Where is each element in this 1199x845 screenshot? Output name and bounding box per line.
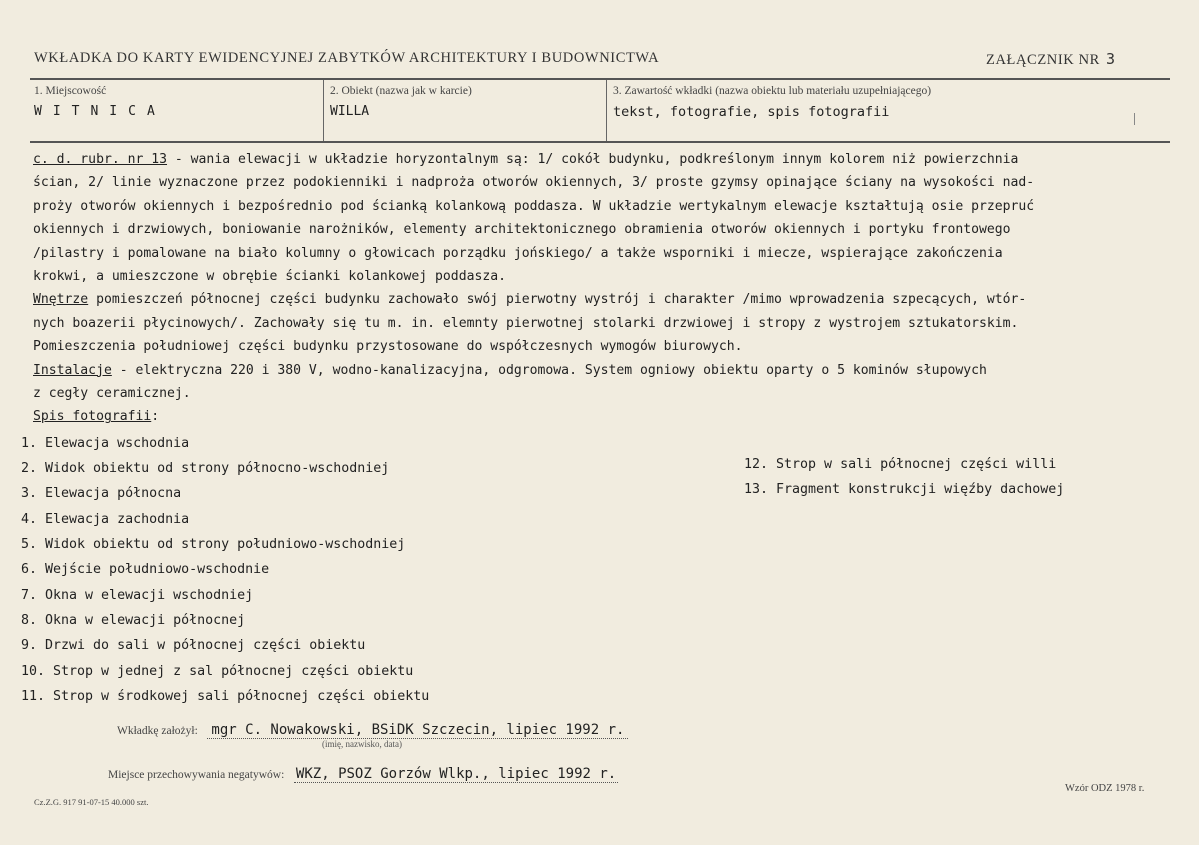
text-span: pomieszczeń północnej części budynku zachowało swój pierwotny wystrój i charakter /mimo wprowadzenia szpecących, wtór- [88,292,1027,308]
list-item: 2. Widok obiektu od strony północno-wschodniej [21,461,390,477]
text-line: proży otworów okiennych i bezpośrednio pod ścianką kolankową poddasza. W układzie wertykalnym elewacje kształtują osie przepruć [33,198,1035,214]
text-line: ścian, 2/ linie wyznaczone przez podokienniki i nadproża otworów okiennych, 3/ proste gzymsy opinające ściany na wysokości nad- [33,175,1035,191]
list-item: 10. Strop w jednej z sal północnej części obiektu [21,663,414,679]
object-value: WILLA [330,104,370,119]
text-line: /pilastry i pomalowane na biało kolumny o głowicach porządku jońskiego/ a także wsporniki i miecze, wspierające zakończenia [33,245,1003,261]
photo-list-right [744,452,1064,502]
content-label: 3. Zawartość wkładki (nazwa obiektu lub materiału uzupełniającego) [613,85,932,97]
text-line [33,148,1173,171]
section-continuation-heading: c. d. rubr. nr 13 [33,152,168,167]
founded-by-row [117,719,628,738]
photo-list-heading: Spis fotografii [33,409,152,425]
content-value: tekst, fotografie, spis fotografii [613,104,890,120]
list-item: 5. Widok obiektu od strony południowo-wschodniej [21,537,406,553]
text-line: okiennych i drzwiowych, boniowanie narożników, elementy architektonicznego obramienia otworów okiennych i portyku frontowego [33,222,1011,238]
text-line: krokwi, a umieszczone w obrębie ścianki kolankowej poddasza. [33,269,506,285]
form-model: Wzór ODZ 1978 r. [1065,783,1145,794]
text-line [33,359,1173,382]
text-line [33,405,1173,428]
list-item: 3. Elewacja północna [21,486,182,502]
text-line: nych boazerii płycinowych/. Zachowały się tu m. in. elemnty pierwotnej stolarki drzwiowej i stropy z wystrojem sztukatorskim. [33,315,1019,331]
interior-heading: Wnętrze [33,292,89,308]
founded-label: Wkładkę założył: [117,725,198,737]
fields-bottom-rule [30,141,1170,143]
negatives-value: WKZ, PSOZ Gorzów Wlkp., lipiec 1992 r. [295,766,617,782]
text-span: - wania elewacji w układzie horyzontalnym są: 1/ cokół budynku, podkreślonym innym kolorem niż powierzchnia [167,152,1019,167]
pencil-mark [1134,113,1135,125]
print-info: Cz.Z.G. 917 91-07-15 40.000 szt. [34,797,149,807]
list-item: 8. Okna w elewacji północnej [21,612,246,628]
list-item: 1. Elewacja wschodnia [21,435,190,451]
list-item: 4. Elewacja zachodnia [21,511,190,527]
attachment-number: 3 [1105,50,1116,68]
list-item: 6. Wejście południowo-wschodnie [21,562,270,578]
list-item: 9. Drzwi do sali w północnej części obiektu [21,638,366,654]
list-item: 13. Fragment konstrukcji więźby dachowej [744,482,1065,497]
list-item: 11. Strop w środkowej sali północnej części obiektu [21,688,430,704]
locality-value: WITNICA [34,104,166,119]
negatives-label: Miejsce przechowywania negatywów: [108,769,285,781]
field-divider-2 [606,80,607,141]
description-text [21,148,1173,709]
text-line: Pomieszczenia południowej części budynku przystosowane do współczesnych wymogów biurowych. [33,339,743,355]
field-divider-1 [323,80,324,141]
negatives-row [108,763,618,782]
form-title: WKŁADKA DO KARTY EWIDENCYJNEJ ZABYTKÓW ARCHITEKTURY I BUDOWNICTWA [34,50,660,66]
object-label: 2. Obiekt (nazwa jak w karcie) [330,85,472,97]
text-line [33,288,1173,311]
installations-heading: Instalacje [33,362,112,378]
attachment-label: ZAŁĄCZNIK NR [986,52,1100,68]
attachment-label-group [986,50,1116,69]
founded-value: mgr C. Nowakowski, BSiDK Szczecin, lipiec 1992 r. [207,722,628,739]
text-span: - elektryczna 220 i 380 V, wodno-kanalizacyjna, odgromowa. System ogniowy obiektu oparty o 5 kominów słupowych [111,362,987,378]
locality-label: 1. Miejscowość [34,85,107,97]
text-span: : [151,409,160,425]
list-item: 12. Strop w sali północnej części willi [744,457,1057,472]
list-item: 7. Okna w elewacji wschodniej [21,587,254,603]
text-line: z cegły ceramicznej. [33,386,191,402]
top-rule [30,78,1170,80]
founded-hint: (imię, nazwisko, data) [322,739,402,749]
